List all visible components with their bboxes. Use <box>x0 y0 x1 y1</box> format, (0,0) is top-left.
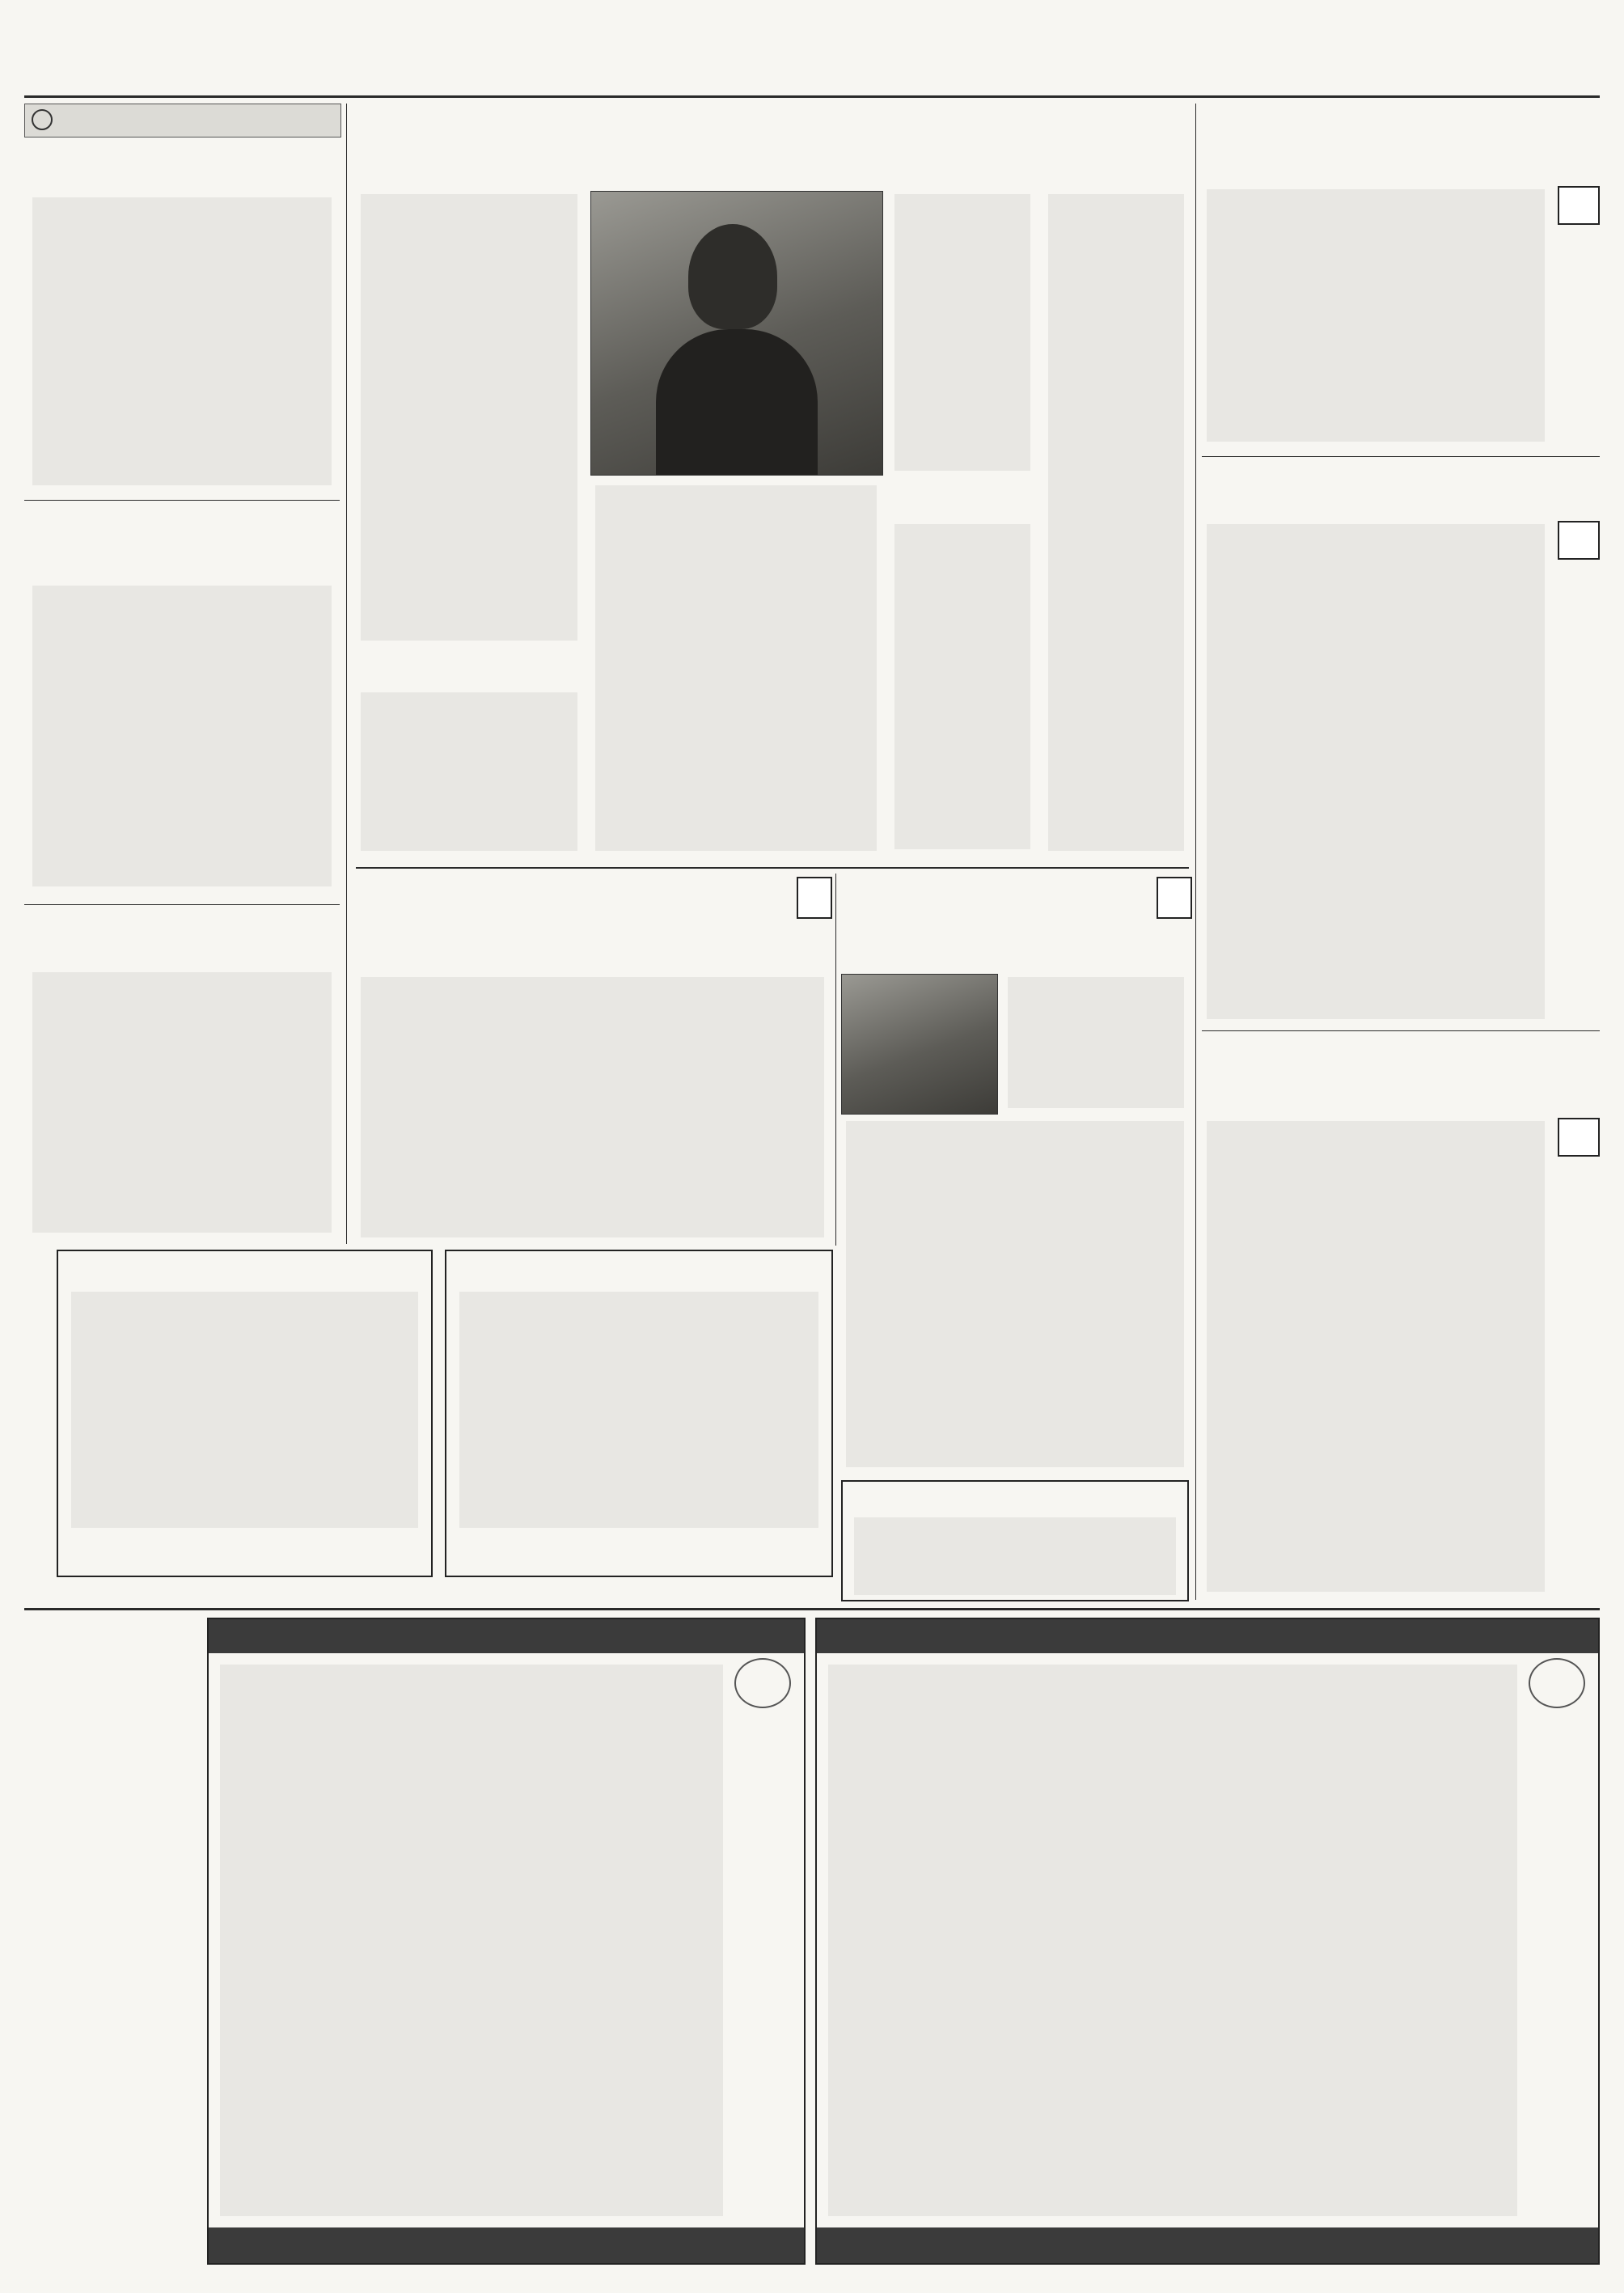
news-brief-headline <box>24 912 340 962</box>
lost-document-notice <box>841 1480 1189 1601</box>
lead-story-kicker <box>598 104 1189 123</box>
lost-document-title <box>843 1487 1187 1511</box>
legal-notice-title <box>446 1258 831 1282</box>
tender-title <box>817 1619 1598 1653</box>
right-story-kicker <box>1202 464 1600 482</box>
news-brief-headline <box>24 163 340 189</box>
municipality-logo-icon <box>734 1658 791 1708</box>
column-rule <box>835 874 836 1246</box>
news-brief-kicker <box>24 508 340 526</box>
column-rule <box>1195 104 1196 1600</box>
second-story-kicker <box>356 874 793 891</box>
right-story <box>1202 1034 1600 1600</box>
second-story <box>356 874 829 1246</box>
news-brief <box>24 144 340 492</box>
third-story <box>841 874 1189 1472</box>
right-story-headline <box>1202 484 1600 513</box>
lead-story-headline <box>356 126 1189 183</box>
issue-date <box>146 66 307 86</box>
divider <box>1202 1030 1600 1031</box>
divider <box>24 904 340 905</box>
masthead-rule <box>24 95 1600 98</box>
right-story <box>1202 459 1600 1026</box>
section-title <box>772 60 869 89</box>
tender-footer <box>209 2227 804 2263</box>
right-story-headline <box>1202 128 1600 180</box>
legal-notice <box>445 1250 833 1577</box>
left-column <box>24 104 340 1244</box>
third-story-headline <box>841 893 1152 966</box>
news-brief-headline <box>24 527 340 576</box>
column-rule <box>346 104 347 1244</box>
divider <box>24 500 340 501</box>
section-rule <box>356 867 1189 869</box>
legal-notice-title <box>58 1258 431 1282</box>
lead-story-subheading <box>890 482 1035 518</box>
right-story-kicker <box>1202 108 1600 126</box>
right-story-kicker <box>1202 1039 1600 1056</box>
lead-story-photo <box>590 191 883 476</box>
news-brief <box>24 912 340 1240</box>
page-number <box>1545 57 1593 92</box>
section-rule <box>24 1608 1600 1610</box>
region-badge <box>1558 521 1600 560</box>
news-brief-kicker <box>24 144 340 162</box>
divider <box>1202 456 1600 457</box>
tender-advert <box>207 1618 806 2265</box>
lead-story-subheading <box>590 645 882 683</box>
tender-title <box>209 1619 804 1653</box>
publication-logo <box>24 58 121 91</box>
person-photo-icon <box>688 224 777 329</box>
legal-notice <box>57 1250 433 1577</box>
soldiers-photo <box>841 974 998 1115</box>
second-story-headline <box>356 891 793 967</box>
tender-advert <box>815 1618 1600 2265</box>
lead-story <box>356 104 1189 864</box>
issue-number <box>1286 66 1529 86</box>
right-column <box>1202 104 1600 1600</box>
section-badge <box>1157 877 1192 919</box>
tender-footer <box>817 2227 1598 2263</box>
masthead <box>24 57 1600 94</box>
region-badge <box>1558 1118 1600 1157</box>
globe-icon <box>32 109 53 130</box>
left-column-header <box>24 104 341 137</box>
left-column-title <box>57 109 332 132</box>
news-brief <box>24 508 340 896</box>
municipality-logo-icon <box>1529 1658 1585 1708</box>
section-badge <box>797 877 832 919</box>
legal-notice-footer <box>68 1538 421 1570</box>
legal-notice-footer <box>456 1538 822 1570</box>
right-story <box>1202 104 1600 451</box>
lead-story-subheading <box>356 654 582 686</box>
right-story-headline <box>1202 1058 1600 1110</box>
region-badge <box>1558 186 1600 225</box>
third-story-kicker <box>841 874 1152 891</box>
